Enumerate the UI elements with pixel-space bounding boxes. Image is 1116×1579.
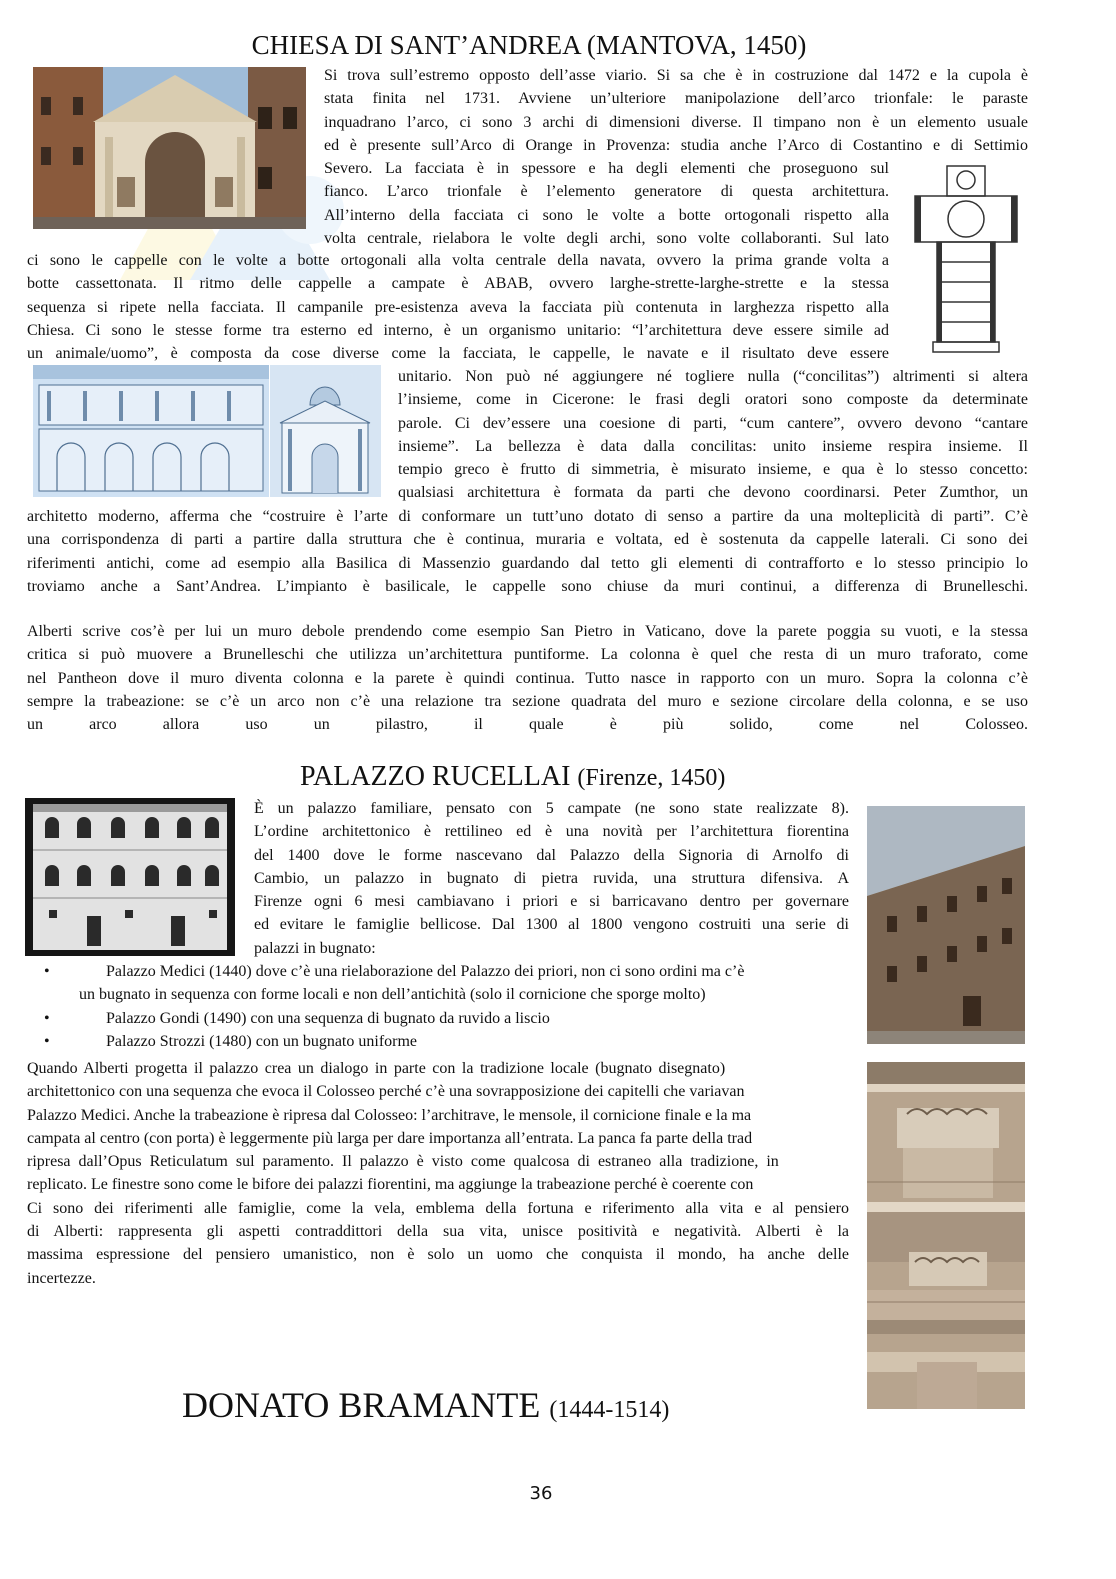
list-item-line1: Palazzo Gondi (1490) con una sequenza di bugnato da ruvido a liscio [106,1009,550,1027]
palazzo-rucellai-facade-drawing [25,798,235,956]
page-number: 36 [529,1483,553,1504]
section-title-palazzo-rucellai [300,760,725,795]
text-line: volta centrale, rielabora le volte degli archi, sono volte collaboranti. Sul lato [324,229,889,247]
text-line: Severo. La facciata è in spessore e ha degli elementi che proseguono sul [324,160,889,177]
text-line: fianco. L’arco trionfale è l’elemento generatore di questa architettura. [324,183,889,201]
palazzo-rucellai-photo [867,806,1025,1044]
palazzi-list [44,960,854,1053]
text-line: ci sono le cappelle con le volte a botte ortogonali alla volta centrale della navata, ovvero la prima grande volta a [27,252,889,269]
text-line: Chiesa. Ci sono le stesse forme tra esterno ed interno, è un organismo unitario: “l’architettura deve essere simile ad [27,321,889,339]
text-line: Alberti scrive cos’è per lui un muro debole prendendo come esempio San Pietro in Vaticano, dove la parete poggia su vuoti, e la stessa [27,623,1028,640]
text-line: insieme”. La bellezza è data dalla concilitas: unito insieme respira insieme. Il [398,437,1028,455]
title-main: PALAZZO RUCELLAI [300,761,571,792]
text-line: unitario. Non può né aggiungere né togliere nulla (“concilitas”) altrimenti si altera [398,368,1028,385]
section1-text-e [27,505,1028,598]
text-line: palazzi in bugnato: [254,939,376,957]
text-line: ripresa dall’Opus Reticulatum sul paramento. Il palazzo è visto come qualcosa di estraneo alla tradizione, in [27,1153,779,1171]
text-line: l’insieme, come in Cicerone: le frasi degli oratori sono composte da determinate [398,391,1028,409]
text-line: Firenze ogni 6 mesi cambiavano i priori e si barricavano dentro per governare [254,893,849,911]
bullet-icon: • [44,1009,50,1027]
sant-andrea-facade-photo [33,67,306,229]
text-line: Palazzo Medici. Anche la trabeazione è ripresa dal Colosseo: l’architrave, le mensole, il cornicione finale e la ma [27,1106,752,1124]
sant-andrea-floor-plan [907,160,1025,356]
bullet-icon: • [44,1032,50,1050]
section2-text-b [27,1057,877,1290]
text-line: botte cassettonata. Il ritmo delle cappelle a campate è ABAB, ovvero larghe-strette-larghe-strette e la stessa [27,275,889,293]
text-line: Ci sono dei riferimenti alle famiglie, come la vela, emblema della fortuna e riferimento alla vita e al pensiero [27,1199,849,1217]
text-line: L’ordine architettonico è rettilineo ed è una novità per l’architettura fiorentina [254,823,849,841]
list-item-line2: un bugnato in sequenza con forme locali e non dell’antichità (solo il cornicione che sporge molto) [79,986,706,1004]
section-title-donato-bramante [182,1383,669,1432]
text-line: tempio greco è frutto di simmetria, è misurato insieme, e qua è lo stesso concetto: [398,461,1028,479]
text-line: parole. Ci dev’essere una coesione di parti, “cum cantere”, ovvero devono “cantare [398,414,1028,432]
sant-andrea-front-elevation-drawing [270,365,381,497]
text-line: qualsiasi architettura è formata da parti che devono coordinarsi. Peter Zumthor, un [398,484,1028,502]
section1-text-b [324,157,889,250]
title-sub: (Firenze, 1450) [577,765,726,791]
text-line: campata al centro (con porta) è leggermente più larga per dare importanza all’entrata. La panca fa parte della trad [27,1129,753,1147]
text-line: architettonico con una sequenza che evoca il Colosseo perché c’è una sovrapposizione dei capitelli che variavan [27,1083,745,1101]
text-line: sempre la trabeazione: se c’è un arco non c’è una relazione tra sezione quadrata del muro e sezione circolare della colonna, e se uso [27,692,1028,710]
text-line: incertezze. [27,1269,96,1287]
section2-text-a [254,797,849,960]
section1-text-d [398,365,1028,505]
text-line: di Alberti: rappresenta gli aspetti contraddittori della sua vita, unisce positività e negatività. Alberti è la [27,1223,849,1241]
text-line: un arco allora uso un pilastro, il quale è più solido, come nel Colosseo. [27,716,1028,734]
text-line: troviamo anche a Sant’Andrea. L’impianto è basilicale, le cappelle sono chiuse da muri continui, a differenza di Brunelleschi. [27,577,1028,595]
list-item [44,1007,854,1030]
text-line: Quando Alberti progetta il palazzo crea un dialogo in parte con la tradizione locale (bugnato disegnato) [27,1060,726,1077]
text-line: del 1400 dove le forme nascevano dal Palazzo della Signoria di Arnolfo di [254,846,849,864]
text-line: critica si può muovere a Brunelleschi che utilizza un’architettura puntiforme. La colonna è quel che resta di un muro traforato, come [27,646,1028,664]
text-line: nel Pantheon dove il muro diventa colonna e la parete è quindi continua. Tutto nasce in rapporto con un muro. Sopra la colonna c’è [27,669,1028,687]
text-line: architetto moderno, afferma che “costruire è l’arte di conformare un tutt’uno dotato di senso a partire da una molteplicità di parti”. C’è [27,508,1028,525]
text-line: All’interno della facciata ci sono le volte a botte ortogonali rispetto alla [324,206,889,224]
list-item [44,1030,854,1053]
list-item-line1: Palazzo Medici (1440) dove c’è una rielaborazione del Palazzo dei priori, non ci sono ordini ma c’è [106,963,745,980]
text-line: riferimenti antichi, come ad esempio alla Basilica di Massenzio guardando dal tetto gli elementi di contrafforto e lo stesso principio lo [27,554,1028,572]
text-line: Si trova sull’estremo opposto dell’asse viario. Si sa che è in costruzione dal 1472 e la cupola è [324,67,1028,84]
list-item [44,960,854,1007]
section1-paragraph-2 [27,620,1028,736]
text-line: È un palazzo familiare, pensato con 5 campate (ne sono state realizzate 8). [254,800,849,817]
text-line: ed evitare le famiglie bellicose. Dal 1300 al 1800 vengono costruiti una serie di [254,916,849,934]
title-sub: (1444-1514) [549,1397,670,1423]
text-line: sequenza si ripete nella facciata. Il campanile pre-esistenza aveva la facciata più contenuta in larghezza rispetto alla [27,298,889,316]
bullet-icon: • [44,963,50,980]
section1-text-a [324,64,1028,157]
text-line: inquadrano l’arco, ci sono 3 archi di dimensioni diverse. Il timpano non è un elemento usuale [324,113,1028,131]
text-line: replicato. Le finestre sono come le bifore dei palazzi fiorentini, ma aggiunge la trabeazione perché è coerente con [27,1176,754,1194]
text-line: un animale/uomo”, è composta da cose diverse come la facciata, le cappelle, le navate e il risultato deve essere [27,345,889,363]
text-line: stata finita nel 1731. Avviene un’ulteriore manipolazione dell’arco trionfale: le paraste [324,90,1028,108]
title-main: DONATO BRAMANTE [182,1385,541,1425]
palazzo-rucellai-capitals-detail-photo [867,1062,1025,1409]
text-line: una corrispondenza di parti a partire dalla struttura che è continua, muraria e voltata, ed è sostenuta da cappelle laterali. Ci sono dei [27,531,1028,549]
section-title-sant-andrea: CHIESA DI SANT’ANDREA (MANTOVA, 1450) [251,30,807,60]
section1-text-c [27,249,889,365]
list-item-line1: Palazzo Strozzi (1480) con un bugnato uniforme [106,1032,418,1050]
text-line: massima espressione del pensiero umanistico, non è solo un uomo che conquista il mondo, ha anche delle [27,1246,849,1264]
text-line: Cambio, un palazzo in bugnato di pietra ruvida, una struttura difensiva. A [254,869,849,887]
sant-andrea-side-elevation-drawing [33,365,269,497]
text-line: ed è presente sull’Arco di Orange in Provenza: studia anche l’Arco di Costantino e di Settimio [324,136,1028,154]
